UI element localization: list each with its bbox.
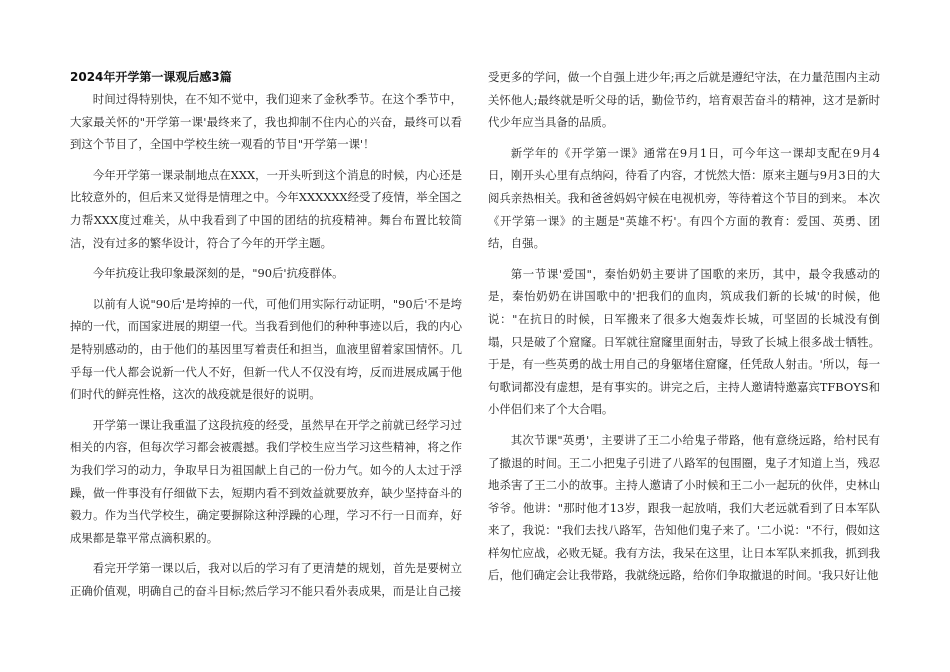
left-column [70, 66, 462, 610]
paragraph: 其次节课"英勇'，主要讲了王二小给鬼子带路，他有意绕远路，给村民有了撤退的时间。王二小把鬼子引进了八路军的包围圈，鬼子才知道上当，残忍地杀害了王二小的故事。主持人邀请了小时候和王二小一起玩的伙伴，史林山爷爷。他讲："那时他才13岁，跟我一起放哨，我们大老远就看到了日本军队来了，我说："我们去找八路军，告知他们鬼子来了。'二小说："不行，假如这样匆忙应战，必败无疑。我有方法，我呆在这里，让日本军队来抓我，抓到我后，他们确定会让我带路，我就绕远路，给你们争取撤退的时间。'我只好让他 [488, 432, 880, 583]
paragraph: 今年开学第一课录制地点在XXX，一开头听到这个消息的时候，内心还是比较意外的，但后来又觉得是情理之中。今年XXXXXX经受了疫情，举全国之力帮XXX度过难关，从中我看到了中国的团结的抗疫精神。舞台布置比较简洁，没有过多的繁华设计，符合了今年的开学主题。 [70, 167, 462, 250]
paragraph: 开学第一课让我重温了这段抗疫的经受，虽然早在开学之前就已经学习过相关的内容，但每次学习都会被震撼。我们学校生应当学习这些精神，将之作为我们学习的动力，争取早日为祖国献上自己的一份力气。如今的人太过于浮躁，做一件事没有仔细做下去，短期内看不到效益就要放弃，缺少坚持奋斗的毅力。作为当代学校生，确定要摒除这种浮躁的心理，学习不行一日而弃，好成果都是靠平常点滴积累的。 [70, 417, 462, 545]
document-title: 2024年开学第一课观后感3篇 [70, 70, 232, 84]
paragraph: 以前有人说"90后'是垮掉的一代，可他们用实际行动证明，"90后'不是垮掉的一代，而国家进展的期望一代。当我看到他们的种种事迹以后，我的内心是特别感动的，由于他们的基因里写着责任和担当，血液里留着家国情怀。几乎每一代人都会说新一代人不好，但新一代人不仅没有垮，反而进展成属于他们时代的鲜亮性格，这次的战疫就是很好的说明。 [70, 296, 462, 402]
paragraph-continuation: 受更多的学问，做一个自强上进少年;再之后就是遵纪守法，在力量范围内主动关怀他人;最终就是听父母的话，勤俭节约，培育艰苦奋斗的精神，这才是新时代少年应当具备的品质。 [488, 70, 880, 130]
paragraph: 新学年的《开学第一课》通常在9月1日，可今年这一课却支配在9月4日，刚开头心里有点纳闷，待看了内容，才恍然大悟：原来主题与9月3日的大阅兵亲热相关。我和爸爸妈妈守候在电视机旁，等待着这个节目的到来。 本次《开学第一课》的主题是"英雄不朽'。有四个方面的教育：爱国、英勇、团结，自强。 [488, 145, 880, 251]
paragraph: 看完开学第一课以后，我对以后的学习有了更清楚的规划，首先是要树立正确价值观，明确自己的奋斗目标;然后学习不能只看外表成果，而是让自己接 [70, 561, 462, 598]
paragraph: 时间过得特别快，在不知不觉中，我们迎来了金秋季节。在这个季节中，大家最关怀的"开学第一课'最终来了，我也抑制不住内心的兴奋，最终可以看到这个节目了，全国中学校生统一观看的节目"开学第一课'！ [70, 92, 462, 152]
right-column [488, 66, 880, 595]
paragraph: 第一节课'爱国"，秦怡奶奶主要讲了国歌的来历，其中，最令我感动的是，秦怡奶奶在讲国歌中的'把我们的血肉，筑成我们新的长城'的时候，他说："在抗日的时候，日军搬来了很多大炮轰炸长城，可坚固的长城没有倒塌，只是破了个窟窿。日军就往窟窿里面射击，导致了长城上很多战士牺牲。于是，有一些英勇的战士用自己的身躯堵住窟窿，任凭敌人射击。'所以，每一句歌词都没有虚想，是有事实的。讲完之后，主持人邀请特邀嘉宾TFBOYS和小伴侣们来了个大合唱。 [488, 266, 880, 417]
paragraph: 今年抗疫让我印象最深刻的是，"90后'抗疫群体。 [92, 266, 344, 281]
